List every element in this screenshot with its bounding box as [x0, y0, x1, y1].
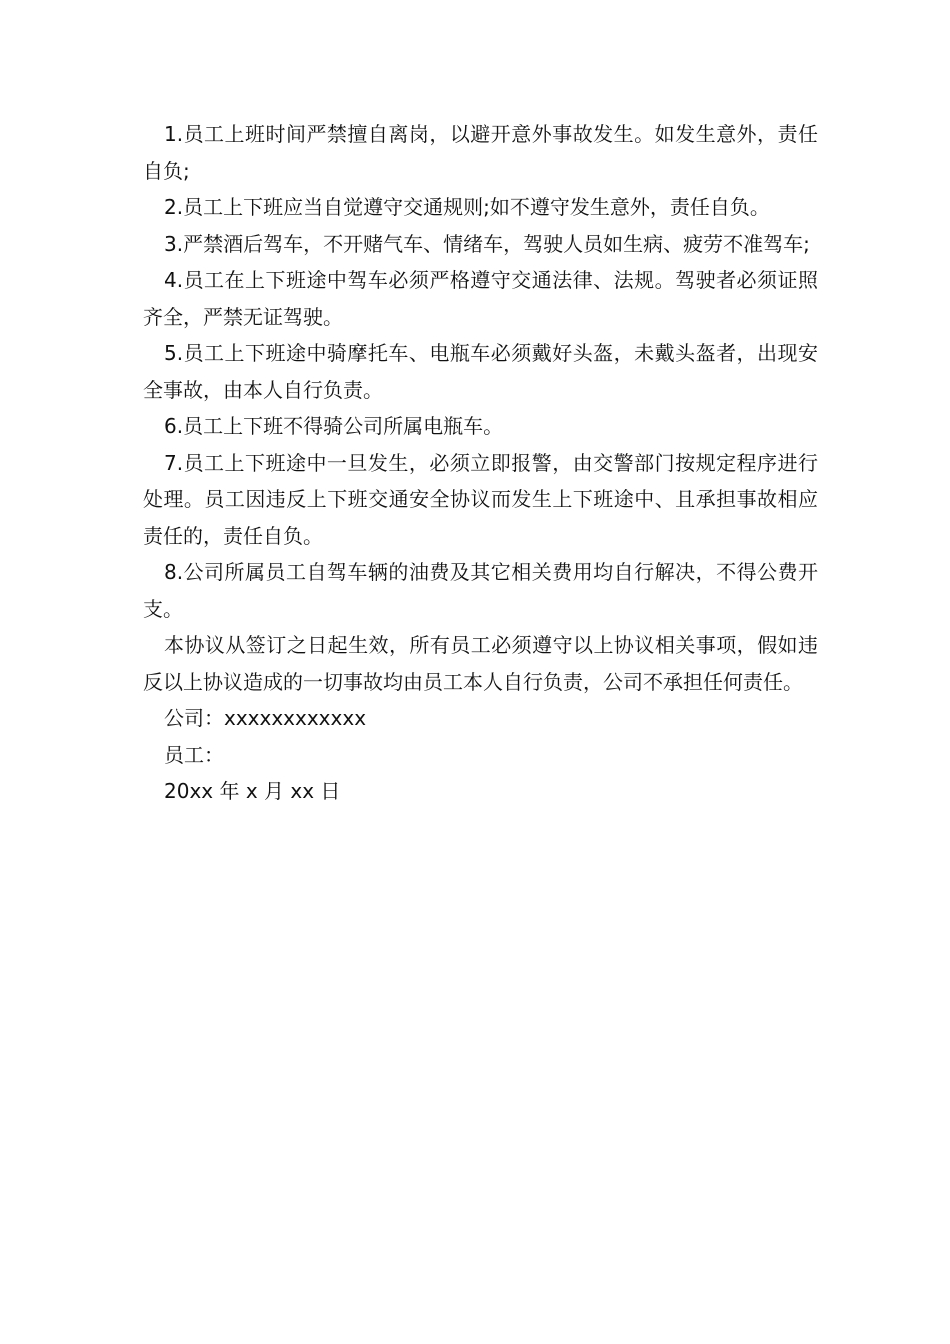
- clause-7: 7.员工上下班途中一旦发生，必须立即报警，由交警部门按规定程序进行处理。员工因违反上下班交通安全协议而发生上下班途中、且承担事故相应责任的，责任自负。: [143, 450, 818, 548]
- clause-3: 3.严禁酒后驾车，不开赌气车、情绪车，驾驶人员如生病、疲劳不准驾车;: [164, 231, 810, 256]
- company-signature-line: 公司：xxxxxxxxxxxx: [164, 706, 367, 730]
- clause-4: 4.员工在上下班途中驾车必须严格遵守交通法律、法规。驾驶者必须证照齐全，严禁无证驾驶。: [143, 268, 818, 329]
- document-body: [143, 116, 818, 810]
- clause-1: 1.员工上班时间严禁擅自离岗，以避开意外事故发生。如发生意外，责任自负;: [143, 122, 818, 183]
- clause-6: 6.员工上下班不得骑公司所属电瓶车。: [164, 414, 504, 438]
- clause-5: 5.员工上下班途中骑摩托车、电瓶车必须戴好头盔，未戴头盔者，出现安全事故，由本人自行负责。: [143, 341, 818, 402]
- date-line: 20xx 年 x 月 xx 日: [164, 779, 341, 803]
- clause-8: 8.公司所属员工自驾车辆的油费及其它相关费用均自行解决，不得公费开支。: [143, 560, 818, 621]
- employee-signature-line: 员工：: [164, 742, 224, 767]
- clause-2: 2.员工上下班应当自觉遵守交通规则;如不遵守发生意外，责任自负。: [164, 195, 770, 219]
- closing-statement: 本协议从签订之日起生效，所有员工必须遵守以上协议相关事项，假如违反以上协议造成的一切事故均由员工本人自行负责，公司不承担任何责任。: [143, 633, 818, 694]
